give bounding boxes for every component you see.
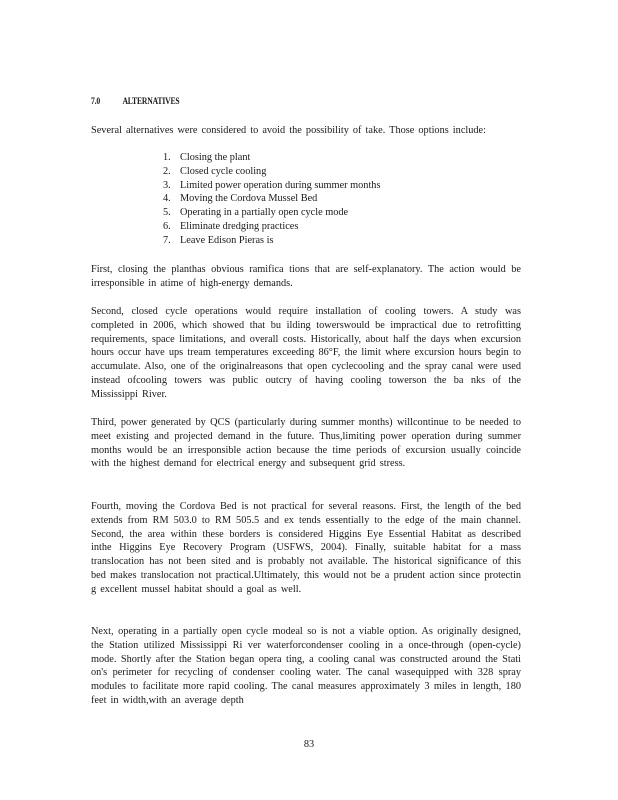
list-item: 1. Closing the plant — [163, 152, 251, 163]
list-item: 6. Eliminate dredging practices — [163, 220, 299, 232]
options-list — [163, 151, 380, 248]
intro-paragraph: Several alternatives were considered to avoid the possibility of take. Those options include: — [91, 125, 486, 136]
list-item: 2. Closed cycle cooling — [163, 165, 267, 177]
list-item: 3. Limited power operation during summer months — [163, 179, 381, 191]
paragraph-fifth: Next, operating in a partially open cycle modeal so is not a viable option. As originally designed, the Station utilized Mississippi Ri ver waterforcondenser cooling in a once-through (open-cycle) mode. Shortly after the Station began opera ting, a cooling canal was constructed around the Stati on's perimeter for recycling of condenser cooling water. The canal wasequipped with 328 spray modules to facilitate more rapid cooling. The canal measures approximately 3 miles in length, 180 feet in width,with an average depth — [91, 626, 521, 706]
list-item: 7. Leave Edison Pieras is — [163, 234, 274, 246]
section-number: 7.0 — [91, 96, 101, 106]
page-number: 83 — [303, 739, 315, 750]
paragraph-second: Second, closed cycle operations would require installation of cooling towers. A study was completed in 2006, which showed that bu ilding towerswould be impractical due to retrofitting requirements, space limitations, and overall costs. Historically, about half the days when excursion hours occur have ups tream temperatures exceeding 86°F, the limit where excursion hours begin to accumulate. Also, one of the originalreasons that open cyclecooling and the spray canal were used instead ofcooling towers was public outcry of having cooling towerson the ba nks of the Mississippi River. — [91, 306, 521, 400]
paragraph-third: Third, power generated by QCS (particularly during summer months) willcontinue to be needed to meet existing and projected demand in the future. Thus,limiting power operation during summer months would be an irresponsible action because the time periods of excursion usually coincide with the highest demand for electrical energy and subsequent grid stress. — [91, 417, 521, 470]
section-title: ALTERNATIVES — [122, 96, 180, 106]
section-heading — [91, 96, 180, 106]
list-item: 4. Moving the Cordova Mussel Bed — [163, 193, 318, 205]
list-item: 5. Operating in a partially open cycle mode — [163, 207, 349, 219]
paragraph-fourth: Fourth, moving the Cordova Bed is not practical for several reasons. First, the length of the bed extends from RM 503.0 to RM 505.5 and ex tends essentially to the edge of the main channel. Second, the area within these borders is considered Higgins Eye Essential Habitat as described inthe Higgins Eye Recovery Program (USFWS, 2004). Finally, suitable habitat for a mass translocation has not been sited and is probably not available. The historical significance of this bed makes translocation not practical.Ultimately, this would not be a prudent action since protectin g excellent mussel habitat should a goal as well. — [91, 501, 521, 595]
paragraph-first: First, closing the planthas obvious ramifica tions that are self-explanatory. The action would be irresponsible in atime of high-energy demands. — [91, 264, 521, 289]
